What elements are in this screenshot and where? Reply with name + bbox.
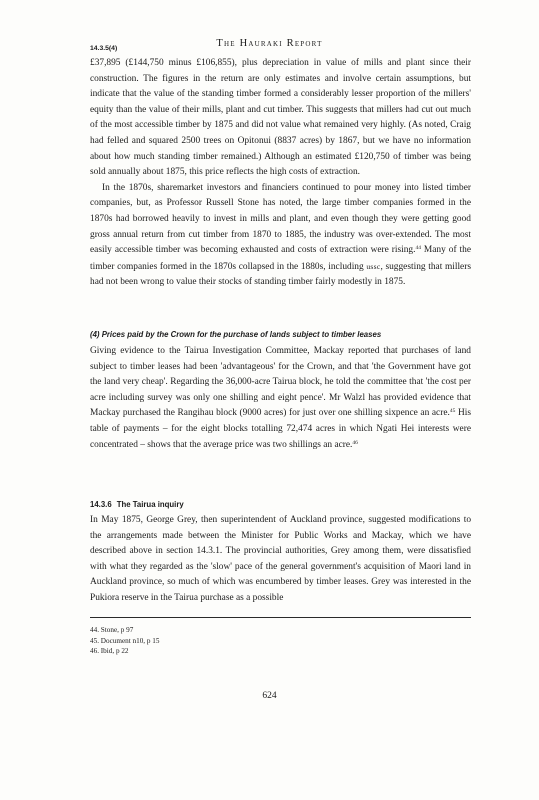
paragraph-1: £37,895 (£144,750 minus £106,855), plus depreciation in value of mills and plant since their construction. The figures in the return are only estimates and involve certain assumptions, but indicate that the value of the standing timber formed a considerably lesser proportion of the millers' equity than the value of their mills, plant and cut timber. This suggests that millers had cut out much of the most accessible timber by 1875 and did not value what remained very highly. (As noted, Craig had felled and squared 2500 trees on Opitonui (8837 acres) by 1867, but we have no information about how much standing timber remained.) Although an estimated £120,750 of timber was being sold annually about 1875, this price reflects the high costs of extraction. bbox=[90, 58, 471, 178]
footnote-ref-46[interactable]: 46 bbox=[352, 439, 358, 446]
body-text-block-3 bbox=[90, 513, 471, 607]
body-text-block-1 bbox=[90, 56, 471, 291]
footnote-ref-44[interactable]: 44 bbox=[415, 245, 421, 252]
footnote-45: 45. Document n10, p 15 bbox=[90, 636, 160, 645]
body-text-block-2 bbox=[90, 344, 471, 453]
footnotes bbox=[90, 625, 159, 657]
section-heading bbox=[90, 500, 471, 509]
footnote-46: 46. Ibid, p 22 bbox=[90, 647, 129, 655]
subsection-heading: (4) Prices paid by the Crown for the purchase of lands subject to timber leases bbox=[90, 330, 382, 339]
section-reference: 14.3.5(4) bbox=[90, 45, 118, 52]
section-number: 14.3.6 bbox=[90, 500, 112, 509]
paragraph-4: In May 1875, George Grey, then superintendent of Auckland province, suggested modifications to the arrangements made between the Minister for Public Works and Mackay, which we have described above in section 14.3.1. The provincial authorities, Grey among them, were dissatisfied with what they regarded as the 'slow' pace of the general government's acquisition of Maori land in Auckland province, so much of which was encumbered by timber leases. Grey was interested in the Pukiora reserve in the Tairua purchase as a possible bbox=[90, 515, 471, 603]
section-title: The Tairua inquiry bbox=[116, 500, 184, 509]
page-number: 624 bbox=[262, 691, 277, 701]
paragraph-2: In the 1870s, sharemarket investors and financiers continued to pour money into listed timber companies, but, as Professor Russell Stone has noted, the large timber companies formed in the 1870s had borrowed heavily to invest in mills and plant, and even though they were getting good gross annual return from cut timber from 1870 to 1885, the industry was over-extended. The most easily accessible timber was becoming exhausted and costs of extraction were rising.$^{44}$ Many of the timber companies formed in the 1870s collapsed in the 1880s, including ussc, suggesting that millers had not been wrong to value their stocks of standing timber fairly modestly in 1875. bbox=[90, 182, 471, 288]
running-head: The Hauraki Report bbox=[216, 38, 323, 49]
footnote-rule bbox=[90, 617, 471, 618]
ussc-abbrev: ussc bbox=[366, 261, 381, 271]
footnote-44: 44. Stone, p 97 bbox=[90, 626, 134, 634]
paragraph-3: Giving evidence to the Tairua Investigation Committee, Mackay reported that purchases of land subject to timber leases had been 'advantageous' for the Crown, and that 'the Government have got the land very cheap'. Regarding the 36,000-acre Tairua block, he told the committee that 'the cost per acre including survey was only one shilling and eight pence'. Mr Walzl has provided evidence that Mackay purchased the Rangihau block (9000 acres) for just over one shilling sixpence an acre.$^{45}$ His table of payments – for the eight blocks totalling 72,474 acres in which Ngati Hei interests were concentrated – shows that the average price was two shillings an acre.$^{46}$ bbox=[90, 346, 471, 450]
footnote-ref-45[interactable]: 45 bbox=[449, 408, 456, 415]
